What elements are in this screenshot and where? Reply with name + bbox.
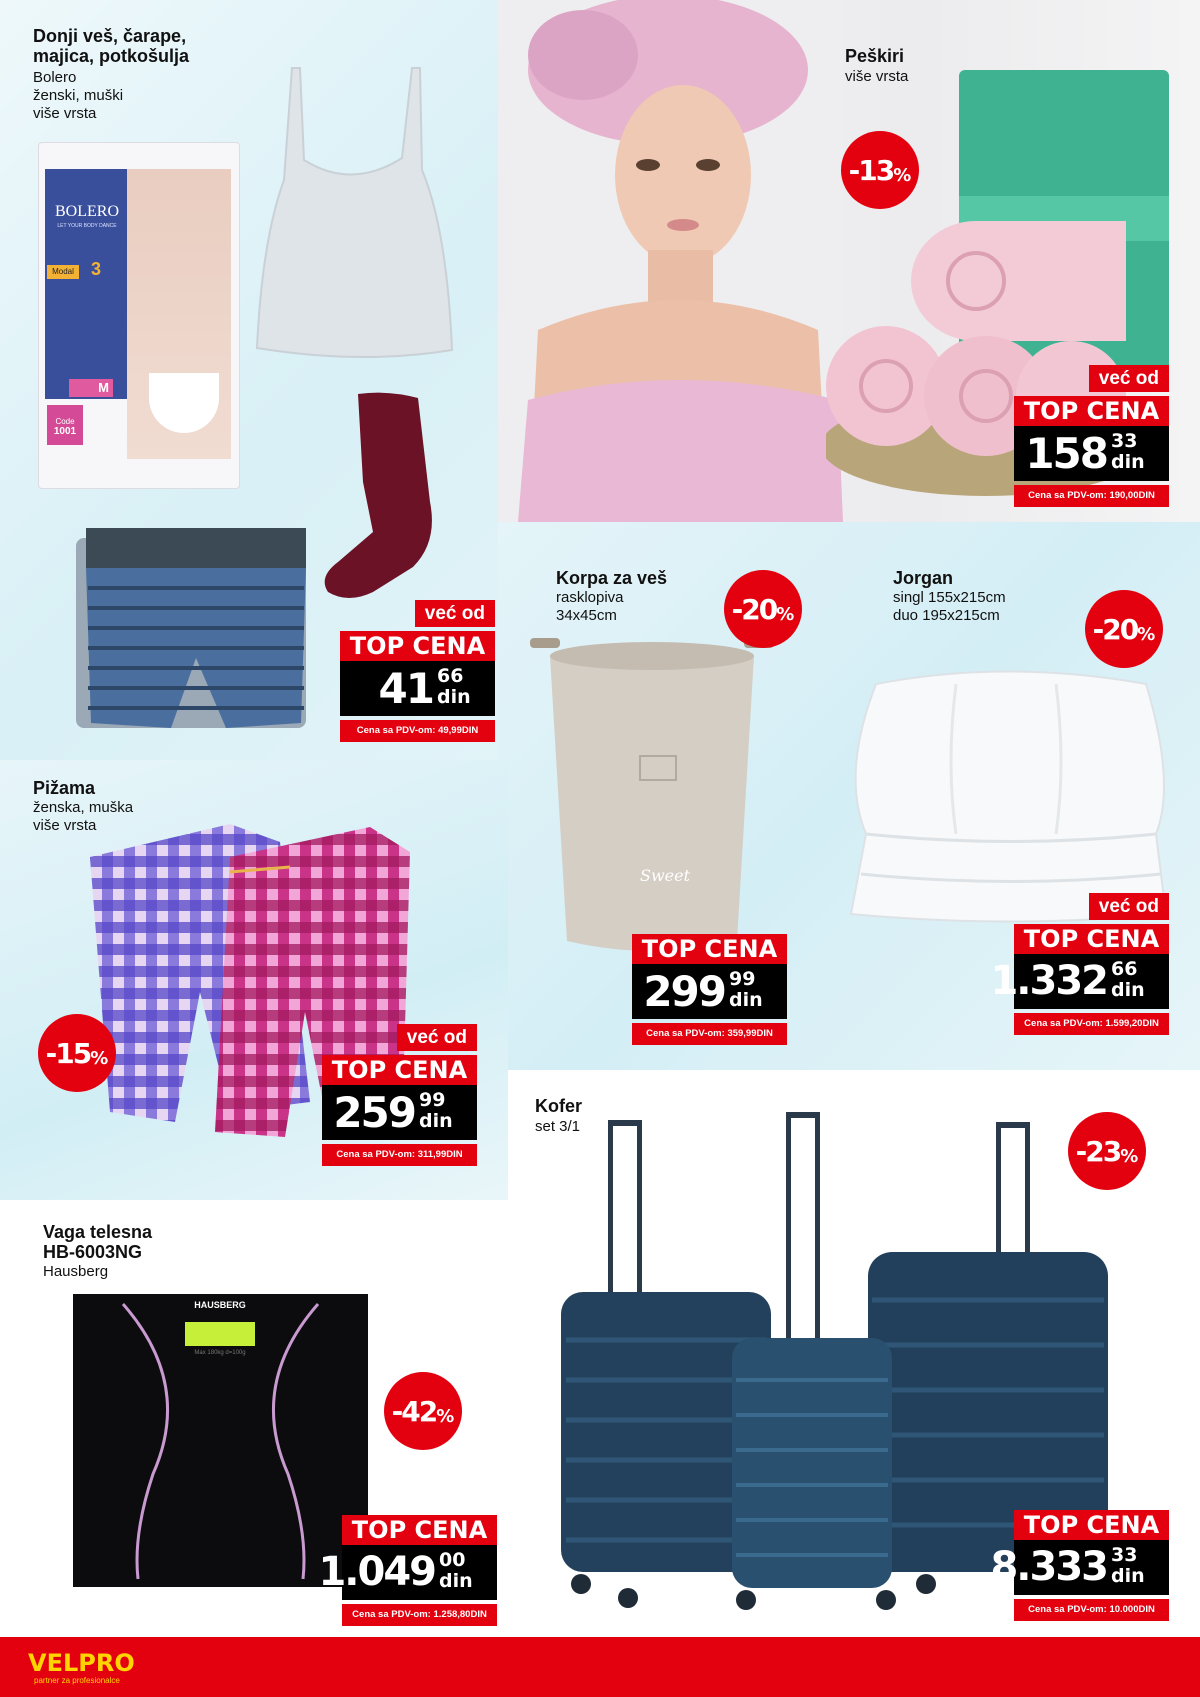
product-title-jorgan: Jorgan bbox=[893, 568, 954, 588]
vec-od-label: već od bbox=[1089, 365, 1169, 392]
price-box bbox=[340, 661, 495, 716]
price-main: 299 bbox=[643, 967, 725, 1016]
pdv-price: Cena sa PDV-om: 10.000DIN bbox=[1014, 1599, 1169, 1621]
top-cena-badge: TOP CENA bbox=[1014, 924, 1169, 954]
size-label: M bbox=[69, 379, 113, 397]
product-subtitle-kofer: set 3/1 bbox=[535, 1118, 581, 1135]
price-box bbox=[322, 1085, 477, 1140]
price-currency: din bbox=[729, 989, 763, 1011]
price-main: 1.332 bbox=[990, 958, 1107, 1004]
price-main: 259 bbox=[333, 1088, 415, 1137]
discount-badge-jorgan: -20 % bbox=[1085, 590, 1163, 668]
pack-count: 3 bbox=[91, 259, 102, 279]
product-title-korpa: Korpa za veš bbox=[556, 568, 668, 588]
price-tag-kofer bbox=[990, 1510, 1169, 1622]
price-currency: din bbox=[439, 1570, 473, 1592]
vec-od-label: već od bbox=[397, 1024, 477, 1051]
price-box bbox=[990, 1540, 1169, 1595]
pdv-price: Cena sa PDV-om: 1.599,20DIN bbox=[1014, 1013, 1169, 1035]
price-currency: din bbox=[419, 1110, 453, 1132]
price-main: 41 bbox=[378, 664, 433, 713]
scale-brand-text: HAUSBERG bbox=[194, 1300, 246, 1310]
price-box bbox=[990, 954, 1169, 1009]
basket-print-text: Sweet bbox=[640, 866, 691, 885]
footer-bar bbox=[0, 1637, 1200, 1697]
top-cena-badge: TOP CENA bbox=[1014, 396, 1169, 426]
price-tag-korpa bbox=[632, 934, 787, 1046]
price-box bbox=[632, 964, 787, 1019]
bolero-logo-text: BOLERO bbox=[55, 203, 119, 220]
price-currency: din bbox=[1111, 451, 1145, 473]
top-cena-badge: TOP CENA bbox=[632, 934, 787, 964]
top-cena-badge: TOP CENA bbox=[322, 1055, 477, 1085]
price-currency: din bbox=[1111, 979, 1145, 1001]
top-cena-badge: TOP CENA bbox=[340, 631, 495, 661]
price-main: 1.049 bbox=[318, 1549, 435, 1595]
price-main: 158 bbox=[1025, 429, 1107, 478]
vec-od-label: već od bbox=[415, 600, 495, 627]
bolero-package-image bbox=[38, 142, 240, 489]
price-tag-peskiri bbox=[1014, 365, 1169, 509]
discount-badge-korpa: -20 % bbox=[724, 570, 802, 648]
price-cents: 00 bbox=[439, 1549, 466, 1571]
price-tag-jorgan bbox=[990, 893, 1169, 1037]
price-tag-donji-ves bbox=[340, 600, 495, 744]
price-cents: 66 bbox=[437, 665, 464, 687]
product-title-kofer: Kofer bbox=[535, 1096, 583, 1116]
tank-top-image bbox=[252, 60, 457, 390]
product-subtitle-vaga: Hausberg bbox=[43, 1263, 109, 1280]
bathroom-scale-image bbox=[73, 1294, 368, 1587]
boxers-image bbox=[76, 528, 321, 738]
product-subtitle-donji-ves: Bolero ženski, muški više vrsta bbox=[33, 69, 124, 122]
price-currency: din bbox=[1111, 1565, 1145, 1587]
pdv-price: Cena sa PDV-om: 359,99DIN bbox=[632, 1023, 787, 1045]
price-cents: 66 bbox=[1111, 958, 1138, 980]
pdv-price: Cena sa PDV-om: 1.258,80DIN bbox=[342, 1604, 497, 1626]
product-title-donji-ves: Donji veš, čarape, majica, potkošulja bbox=[33, 26, 190, 66]
velpro-slogan: partner za profesionalce bbox=[34, 1676, 120, 1685]
product-subtitle-peskiri: više vrsta bbox=[845, 68, 909, 85]
price-cents: 99 bbox=[419, 1089, 446, 1111]
code-box: Code 1001 bbox=[47, 405, 83, 445]
duvet-image bbox=[846, 664, 1176, 924]
sock-image bbox=[318, 392, 448, 604]
price-cents: 33 bbox=[1111, 430, 1138, 452]
price-cents: 99 bbox=[729, 968, 756, 990]
scale-capacity-text: Max 180kg d=100g bbox=[194, 1350, 246, 1356]
price-tag-pizama bbox=[322, 1024, 477, 1168]
price-cents: 33 bbox=[1111, 1544, 1138, 1566]
top-cena-badge: TOP CENA bbox=[342, 1515, 497, 1545]
velpro-logo[interactable]: VELPRO bbox=[28, 1649, 135, 1677]
pdv-price: Cena sa PDV-om: 311,99DIN bbox=[322, 1144, 477, 1166]
product-subtitle-korpa: rasklopiva 34x45cm bbox=[556, 589, 624, 624]
top-cena-badge: TOP CENA bbox=[1014, 1510, 1169, 1540]
price-tag-vaga bbox=[318, 1515, 497, 1627]
product-title-pizama: Pižama bbox=[33, 778, 96, 798]
pdv-price: Cena sa PDV-om: 190,00DIN bbox=[1014, 485, 1169, 507]
price-box bbox=[1014, 426, 1169, 481]
discount-badge-vaga: -42 % bbox=[384, 1372, 462, 1450]
product-subtitle-pizama: ženska, muška više vrsta bbox=[33, 799, 134, 834]
modal-label: Modal bbox=[47, 265, 79, 279]
pdv-price: Cena sa PDV-om: 49,99DIN bbox=[340, 720, 495, 742]
product-title-vaga: Vaga telesna HB-6003NG bbox=[43, 1222, 153, 1262]
price-main: 8.333 bbox=[990, 1544, 1107, 1590]
discount-badge-pizama: -15 % bbox=[38, 1014, 116, 1092]
bolero-tagline: LET YOUR BODY DANCE bbox=[57, 223, 117, 229]
vec-od-label: već od bbox=[1089, 893, 1169, 920]
price-currency: din bbox=[437, 686, 471, 708]
discount-badge-kofer: -23 % bbox=[1068, 1112, 1146, 1190]
laundry-basket-image bbox=[522, 636, 782, 966]
product-title-peskiri: Peškiri bbox=[845, 46, 905, 66]
price-box bbox=[318, 1545, 497, 1600]
woman-towel-photo bbox=[498, 0, 843, 522]
product-subtitle-jorgan: singl 155x215cm duo 195x215cm bbox=[893, 589, 1006, 624]
discount-badge-peskiri: -13 % bbox=[841, 131, 919, 209]
